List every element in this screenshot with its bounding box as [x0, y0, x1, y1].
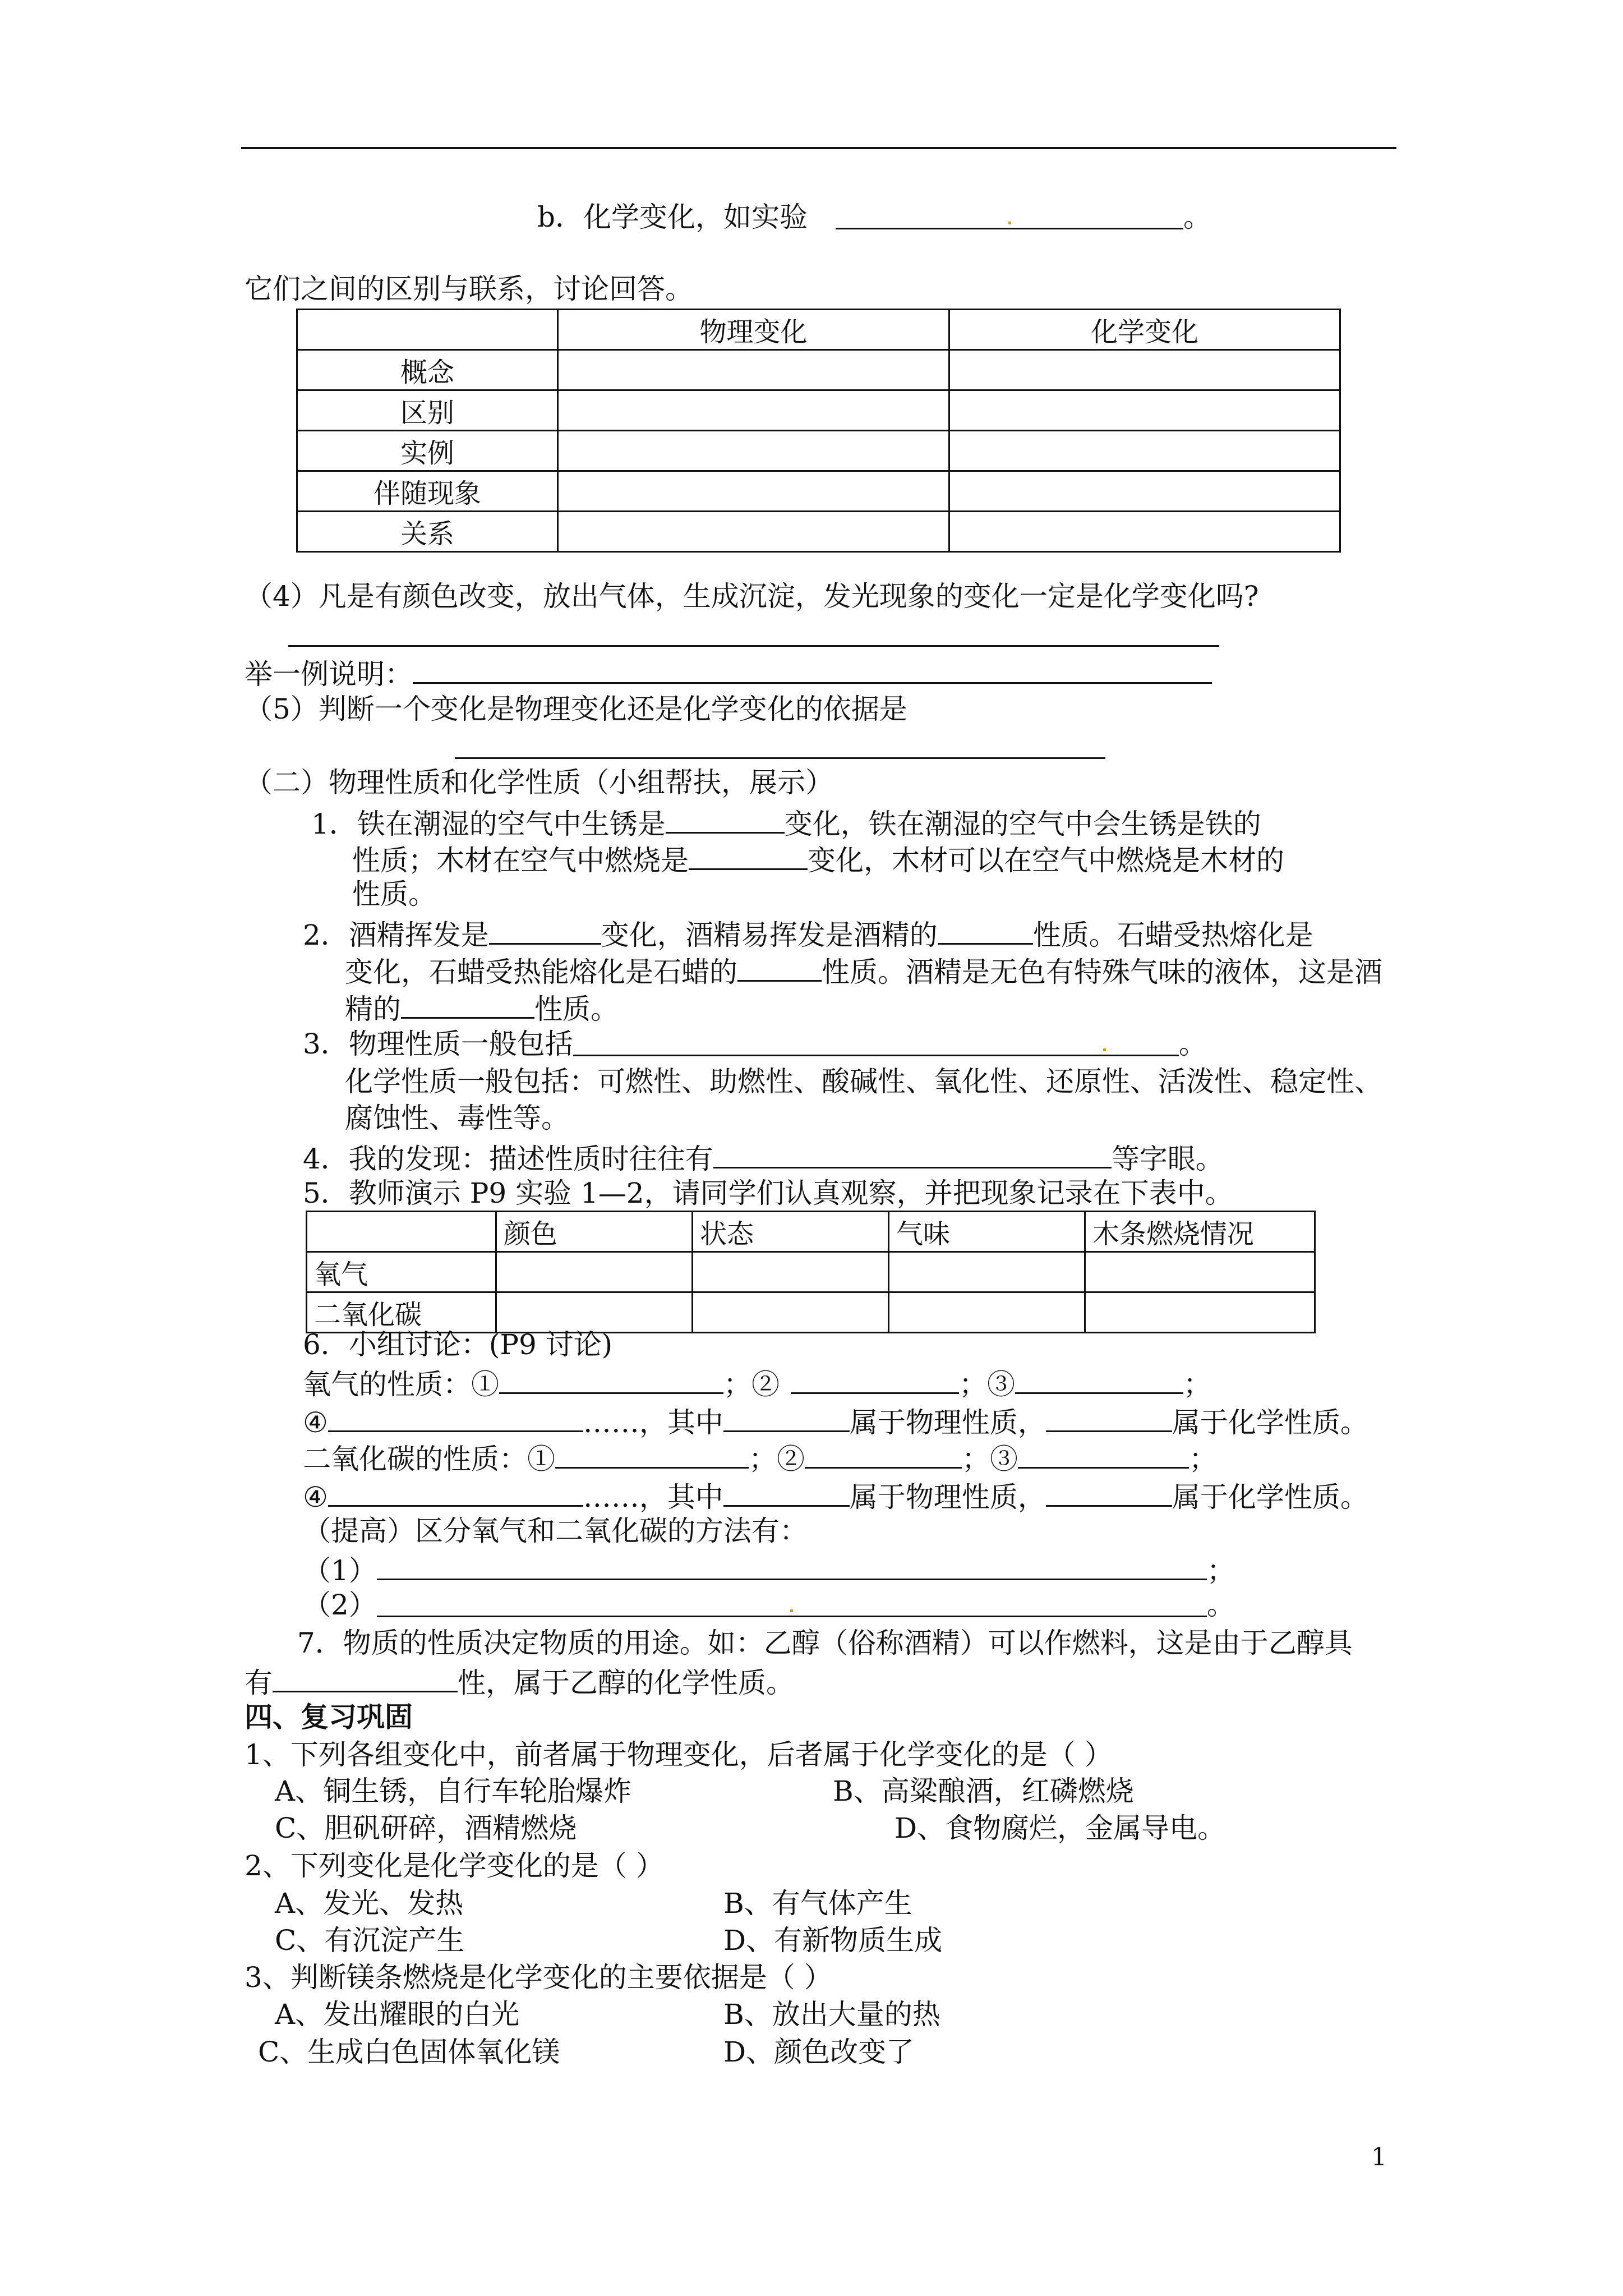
page-number: 1: [1371, 2143, 1387, 2171]
blank[interactable]: [723, 1402, 850, 1432]
table-row: [307, 1252, 1315, 1292]
blank[interactable]: [328, 1477, 583, 1507]
item-3-line-2: 化学性质一般包括：可燃性、助燃性、酸碱性、氧化性、还原性、活泼性、稳定性、: [345, 1065, 1382, 1098]
review-question-1: 1、下列各组变化中，前者属于物理变化，后者属于化学变化的是（ ）: [245, 1738, 1113, 1771]
table-row: [297, 310, 1340, 350]
item-7-line-2: 有 性，属于乙醇的化学性质。: [245, 1663, 794, 1700]
row-label: 伴随现象: [297, 471, 558, 512]
blank[interactable]: [1046, 1477, 1172, 1507]
blank[interactable]: [666, 804, 785, 834]
section-4-title: 四、复习巩固: [245, 1700, 413, 1733]
review-question-2: 2、下列变化是化学变化的是（ ）: [245, 1849, 664, 1882]
blank[interactable]: [288, 617, 1219, 647]
blank[interactable]: [401, 989, 534, 1019]
table-row: [297, 350, 1340, 390]
q5-answer-line: [245, 729, 1105, 767]
item-4: 4．我的发现：描述性质时往往有 等字眼。: [303, 1139, 1224, 1176]
oxygen-properties-line-1: 氧气的性质：① ；② ；③ ；: [303, 1364, 1211, 1402]
table-header: 物理变化: [558, 310, 949, 350]
option-b[interactable]: B、有气体产生: [723, 1887, 912, 1920]
table-row: [307, 1292, 1315, 1333]
option-b[interactable]: B、放出大量的热: [723, 1998, 940, 2031]
table-header: 木条燃烧情况: [1085, 1212, 1315, 1252]
option-a[interactable]: A、发光、发热: [275, 1887, 464, 1920]
row-label: 二氧化碳: [307, 1292, 496, 1333]
item-7-line-1: 7．物质的性质决定物质的用途。如：乙醇（俗称酒精）可以作燃料，这是由于乙醇具: [297, 1627, 1353, 1659]
row-label: 实例: [297, 431, 558, 471]
table-header: 气味: [889, 1212, 1085, 1252]
item-3-line-3: 腐蚀性、毒性等。: [345, 1102, 569, 1134]
q4-answer-line: [245, 617, 1219, 655]
blank[interactable]: [455, 729, 1105, 759]
row-label: 概念: [297, 350, 558, 390]
method-1: （1） ；: [303, 1550, 1235, 1588]
co2-properties-line-1: 二氧化碳的性质：① ；② ；③ ；: [303, 1439, 1217, 1476]
blank[interactable]: [273, 1663, 458, 1692]
line-chem-change-experiment: b．化学变化，如实验 。: [537, 201, 1212, 233]
row-label: 氧气: [307, 1252, 496, 1292]
row-label: 区别: [297, 390, 558, 431]
blank[interactable]: [377, 1588, 1207, 1617]
table-row: [297, 471, 1340, 512]
blank[interactable]: [573, 1027, 1179, 1056]
item-2-line-3: 精的 性质。: [345, 989, 619, 1027]
item-1-line-1: 1．铁在潮湿的空气中生锈是 变化，铁在潮湿的空气中会生锈是铁的: [311, 804, 1261, 841]
blank[interactable]: [489, 915, 601, 945]
table-header: 颜色: [496, 1212, 693, 1252]
intro-text: 它们之间的区别与联系，讨论回答。: [245, 273, 693, 305]
table-row: [297, 431, 1340, 471]
table-header: 化学变化: [949, 310, 1340, 350]
gas-observation-table: [306, 1211, 1316, 1333]
question-4: （4）凡是有颜色改变，放出气体，生成沉淀，发光现象的变化一定是化学变化吗?: [245, 580, 1259, 613]
blank[interactable]: [689, 840, 808, 870]
blank[interactable]: [938, 915, 1033, 945]
method-2: （2） 。: [303, 1589, 1235, 1621]
question-5: （5）判断一个变化是物理变化还是化学变化的依据是: [245, 693, 907, 725]
item-2-line-2: 变化，石蜡受热能熔化是石蜡的 性质。酒精是无色有特殊气味的液体，这是酒: [345, 952, 1382, 990]
header-rule: [241, 147, 1396, 149]
option-a[interactable]: A、铜生锈，自行车轮胎爆炸: [275, 1775, 632, 1807]
item-1-line-2: 性质；木材在空气中燃烧是 变化，木材可以在空气中燃烧是木材的: [352, 840, 1284, 878]
option-a[interactable]: A、发出耀眼的白光: [275, 1998, 520, 2031]
table-row: [307, 1212, 1315, 1252]
q4-example: 举一例说明：: [245, 654, 1212, 692]
item-6-title: 6．小组讨论：(P9 讨论): [303, 1328, 613, 1361]
blank[interactable]: [737, 952, 822, 982]
blank[interactable]: [791, 1364, 959, 1394]
blank[interactable]: [1018, 1439, 1189, 1469]
section-2-title: （二）物理性质和化学性质（小组帮扶，展示）: [245, 766, 833, 799]
option-c[interactable]: C、生成白色固体氧化镁: [258, 2036, 560, 2068]
blank[interactable]: [723, 1477, 850, 1507]
blank[interactable]: [836, 200, 1183, 229]
oxygen-properties-line-2: ④ ……，其中 属于物理性质， 属于化学性质。: [303, 1402, 1368, 1440]
option-c[interactable]: C、有沉淀产生: [275, 1924, 465, 1957]
option-d[interactable]: D、颜色改变了: [723, 2036, 915, 2068]
blank[interactable]: [1046, 1402, 1172, 1432]
co2-properties-line-2: ④ ……，其中 属于物理性质， 属于化学性质。: [303, 1477, 1368, 1515]
blank[interactable]: [377, 1550, 1207, 1580]
option-c[interactable]: C、胆矾研碎，酒精燃烧: [275, 1812, 577, 1844]
blank[interactable]: [713, 1139, 1112, 1168]
item-2-line-1: 2．酒精挥发是 变化，酒精易挥发是酒精的 性质。石蜡受热熔化是: [303, 915, 1313, 953]
review-question-3: 3、判断镁条燃烧是化学变化的主要依据是（ ）: [245, 1961, 832, 1994]
blank[interactable]: [499, 1364, 723, 1394]
distinguish-methods-title: （提高）区分氧气和二氧化碳的方法有：: [303, 1515, 808, 1547]
option-d[interactable]: D、有新物质生成: [723, 1924, 943, 1957]
option-b[interactable]: B、高粱酿酒，红磷燃烧: [833, 1775, 1134, 1807]
row-label: 关系: [297, 512, 558, 552]
item-3-line-1: 3．物理性质一般包括 。: [303, 1028, 1207, 1060]
blank[interactable]: [1015, 1364, 1183, 1394]
blank[interactable]: [328, 1402, 583, 1432]
table-header: 状态: [693, 1212, 889, 1252]
table-row: [297, 512, 1340, 552]
option-d[interactable]: D、食物腐烂，金属导电。: [895, 1812, 1226, 1844]
comparison-table: [296, 309, 1341, 553]
blank[interactable]: [555, 1439, 749, 1469]
table-row: [297, 390, 1340, 431]
blank[interactable]: [805, 1439, 962, 1469]
item-5: 5．教师演示 P9 实验 1—2，请同学们认真观察，并把现象记录在下表中。: [303, 1177, 1233, 1209]
blank[interactable]: [413, 654, 1212, 684]
item-1-line-3: 性质。: [352, 878, 436, 910]
